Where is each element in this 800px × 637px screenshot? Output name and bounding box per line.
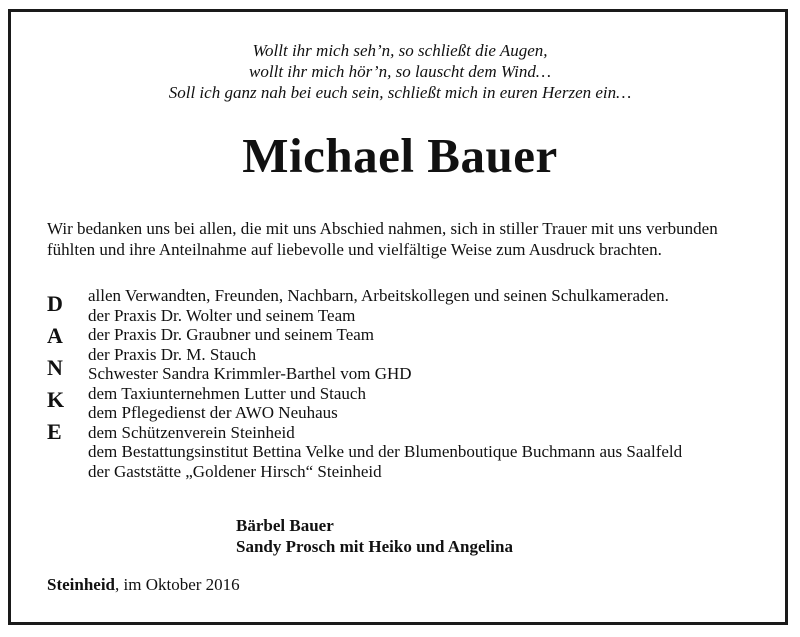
thanks-item: dem Taxiunternehmen Lutter und Stauch: [88, 383, 366, 403]
danke-letter: K: [47, 387, 65, 412]
deceased-name: Michael Bauer: [242, 128, 558, 183]
thanks-list: [88, 286, 768, 481]
thanks-item: dem Pflegedienst der AWO Neuhaus: [88, 403, 338, 422]
signatures: [236, 515, 513, 557]
poem-line: wollt ihr mich hör’n, so lauscht dem Wind…: [249, 62, 551, 81]
danke-letter: N: [47, 355, 63, 380]
place-town: Steinheid: [47, 575, 116, 594]
thanks-item: dem Bestattungsinstitut Bettina Velke und der Blumenboutique Buchmann aus Saalfeld: [88, 442, 683, 461]
thanks-item: der Praxis Dr. Wolter und seinem Team: [88, 305, 356, 325]
danke-letter: E: [47, 419, 62, 444]
thanks-item: der Praxis Dr. M. Stauch: [88, 344, 257, 364]
thanks-item: Schwester Sandra Krimmler-Barthel vom GHD: [88, 364, 412, 383]
signature-line: Sandy Prosch mit Heiko und Angelina: [236, 537, 513, 556]
thanks-item: allen Verwandten, Freunden, Nachbarn, Arbeitskollegen und seinen Schulkameraden.: [88, 286, 669, 305]
signature-line: Bärbel Bauer: [236, 516, 334, 535]
place-date: [47, 574, 240, 595]
poem-line: Soll ich ganz nah bei euch sein, schließt mich in euren Herzen ein…: [168, 83, 632, 102]
danke-letter: A: [47, 323, 63, 348]
poem: [0, 40, 800, 103]
thanks-item: der Gaststätte „Goldener Hirsch“ Steinheid: [88, 461, 382, 481]
thanks-item: dem Schützenverein Steinheid: [88, 422, 295, 442]
intro-text: Wir bedanken uns bei allen, die mit uns Abschied nahmen, sich in stiller Trauer mit uns verbunden fühlten und ihre Anteilnahme auf liebevolle und vielfältige Weise zum Ausdruck brachten.: [47, 219, 718, 259]
danke-letter: D: [47, 291, 63, 316]
place-date-text: , im Oktober 2016: [115, 575, 240, 594]
thanks-item: der Praxis Dr. Graubner und seinem Team: [88, 325, 375, 344]
poem-line: Wollt ihr mich seh’n, so schließt die Augen,: [252, 41, 548, 60]
danke-vertical: [47, 288, 77, 448]
